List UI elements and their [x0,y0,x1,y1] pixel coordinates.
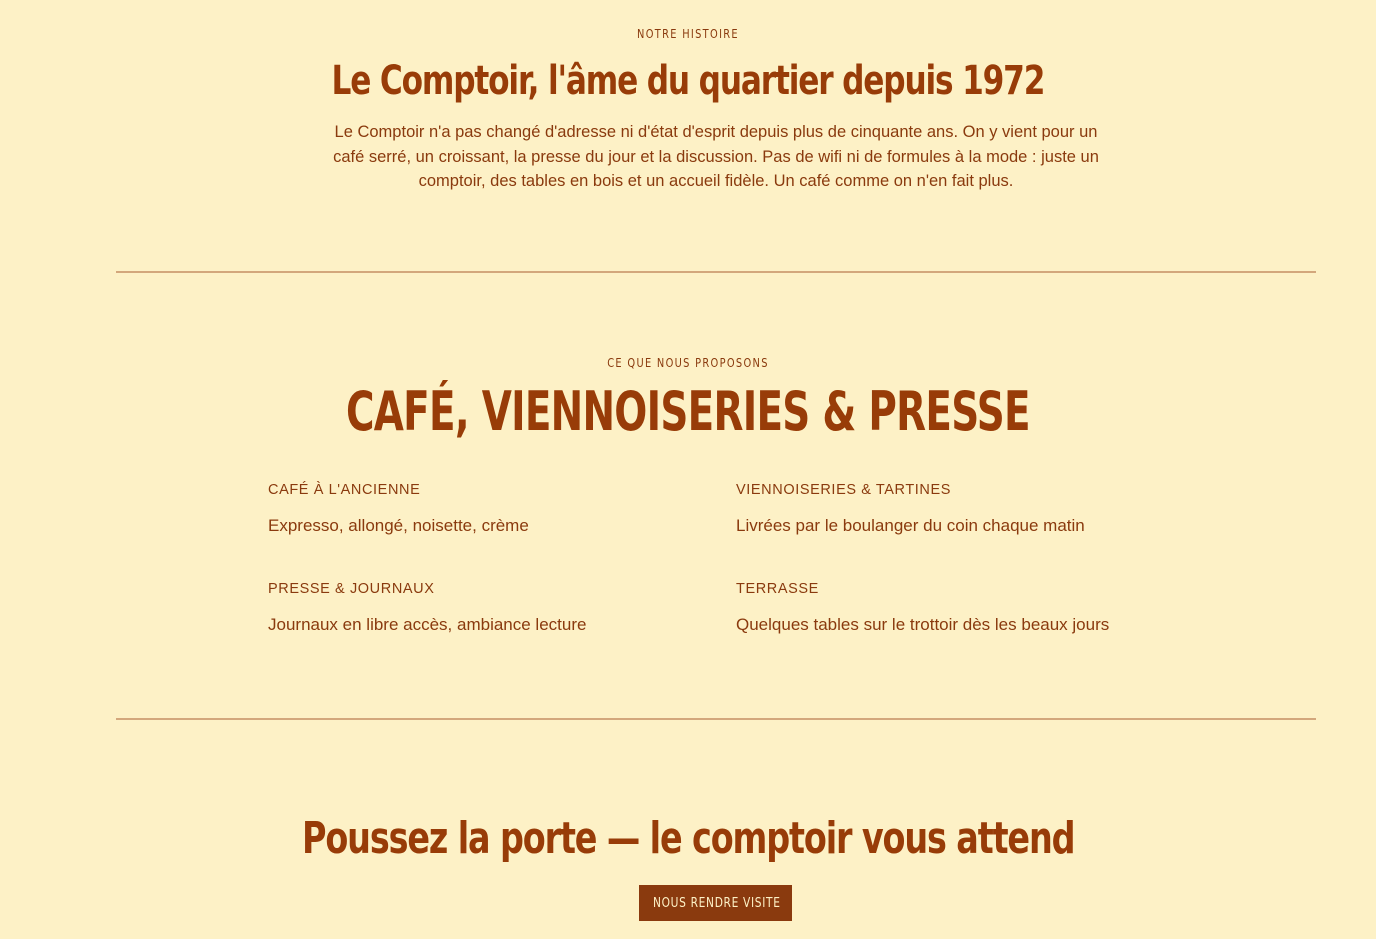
feature-title: CAFÉ À L'ANCIENNE [268,482,421,498]
cta-title [0,813,1376,864]
section-divider [116,271,1316,273]
feature-title: TERRASSE [736,581,819,597]
feature-description: Quelques tables sur le trottoir dès les beaux jours [736,615,1110,634]
feature-title: PRESSE & JOURNAUX [268,581,435,597]
story-title [0,58,1376,104]
offer-title [0,380,1376,443]
visit-button-label: NOUS RENDRE VISITE [653,895,781,911]
offer-title-text: CAFÉ, VIENNOISERIES & PRESSE [346,380,1030,443]
story-title-text: Le Comptoir, l'âme du quartier depuis 1972 [331,58,1045,104]
offer-eyebrow: CE QUE NOUS PROPOSONS [607,356,769,370]
feature-description: Journaux en libre accès, ambiance lecture [268,615,587,634]
feature-title: VIENNOISERIES & TARTINES [736,482,952,498]
feature-item [736,482,1176,536]
visit-button[interactable] [639,885,792,921]
section-divider [116,718,1316,720]
feature-item [268,581,708,635]
feature-item [268,482,708,536]
cta-title-text: Poussez la porte — le comptoir vous attend [301,813,1075,864]
feature-description: Livrées par le boulanger du coin chaque matin [736,516,1085,535]
feature-description: Expresso, allongé, noisette, crème [268,516,529,535]
story-eyebrow: NOTRE HISTOIRE [637,27,739,41]
story-body: Le Comptoir n'a pas changé d'adresse ni d'état d'esprit depuis plus de cinquante ans. On y vient pour un café serré, un croissant, la presse du jour et la discussion. Pas de wifi ni de formules à la mode : juste un comptoir, des tables en bois et un accueil fidèle. Un café comme on n'en fait plus. [333,123,1099,190]
feature-item [736,581,1176,635]
